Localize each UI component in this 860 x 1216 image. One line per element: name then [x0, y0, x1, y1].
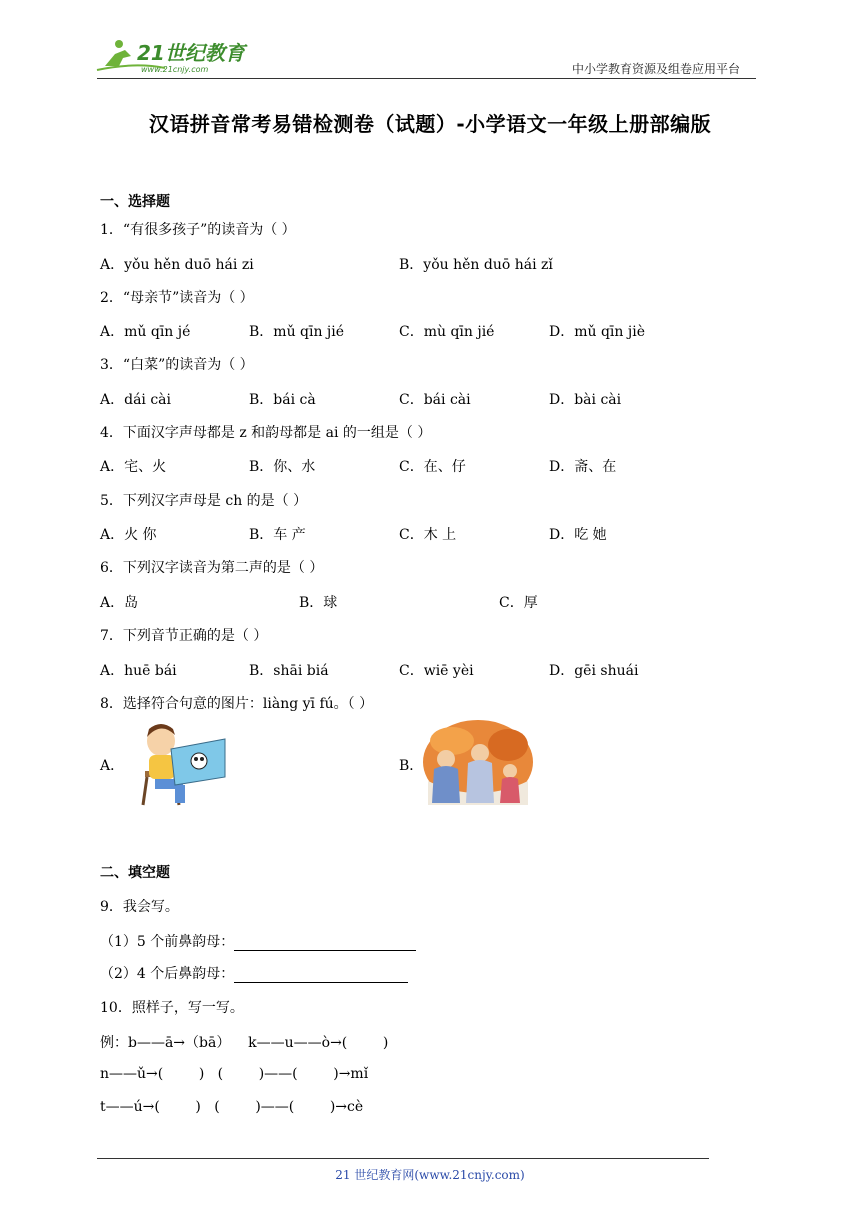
option-a[interactable]: A．宅、火	[100, 459, 167, 475]
header-tagline: 中小学教育资源及组卷应用平台	[572, 62, 741, 76]
fill-item-back-nasal	[100, 963, 408, 983]
question-stem: 9．我会写。	[100, 899, 179, 915]
option-b[interactable]: B．shāi biá	[249, 663, 329, 679]
runner-icon	[105, 50, 131, 66]
option-b[interactable]: B．车 产	[249, 527, 306, 543]
option-d[interactable]: D．bài cài	[549, 392, 622, 408]
option-d[interactable]: D．吃 她	[549, 527, 607, 543]
option-d[interactable]: D．mǔ qīn jiè	[549, 324, 645, 340]
site-logo	[95, 36, 265, 76]
option-a[interactable]: A．岛	[100, 595, 139, 611]
section-heading-choice: 一、选择题	[100, 194, 170, 210]
question-stem: 7．下列音节正确的是（ ）	[100, 628, 268, 644]
question-stem: 6．下列汉字读音为第二声的是（ ）	[100, 560, 324, 576]
option-a[interactable]: A．yǒu hěn duō hái zi	[100, 257, 254, 273]
question-stem: 4．下面汉字声母都是 z 和韵母都是 ai 的一组是（ ）	[100, 425, 432, 441]
question-stem: 1．“有很多孩子”的读音为（ ）	[100, 222, 296, 238]
option-d[interactable]: D．gēi shuái	[549, 663, 639, 679]
option-c[interactable]: C．在、仔	[399, 459, 466, 475]
option-c[interactable]: C．bái cài	[399, 392, 471, 408]
question-stem: 8．选择符合句意的图片：liàng yī fú。（ ）	[100, 696, 374, 712]
example-line: 例：b——ā→（bā） k——u——ò→( )	[100, 1035, 389, 1051]
option-b[interactable]: B．yǒu hěn duō hái zǐ	[399, 257, 553, 273]
option-c[interactable]: C．mù qīn jié	[399, 324, 495, 340]
option-a[interactable]: A．huē bái	[100, 663, 177, 679]
boy-reading-picture[interactable]	[125, 719, 229, 807]
runner-head	[115, 40, 123, 48]
option-b[interactable]: B．	[399, 758, 424, 774]
header-divider	[97, 78, 756, 79]
question-stem: 3．“白菜”的读音为（ ）	[100, 357, 254, 373]
option-b[interactable]: B．mǔ qīn jié	[249, 324, 345, 340]
footer-divider	[97, 1158, 709, 1159]
option-d[interactable]: D．斋、在	[549, 459, 617, 475]
page-title: 汉语拼音常考易错检测卷（试题）-小学语文一年级上册部编版	[148, 112, 712, 136]
option-a[interactable]: A．mǔ qīn jé	[100, 324, 191, 340]
question-stem: 10．照样子，写一写。	[100, 1000, 244, 1016]
option-a[interactable]: A．	[100, 758, 125, 774]
option-a[interactable]: A．dái cài	[100, 392, 172, 408]
fill-item-label: （2）4 个后鼻韵母：	[100, 966, 235, 982]
exercise-line[interactable]: n——ǔ→( ) ( )——( )→mǐ	[100, 1066, 369, 1082]
option-b[interactable]: B．你、水	[249, 459, 316, 475]
option-c[interactable]: C．wiē yèi	[399, 663, 474, 679]
exercise-line[interactable]: t——ú→( ) ( )——( )→cè	[100, 1099, 364, 1115]
question-stem: 5．下列汉字声母是 ch 的是（ ）	[100, 493, 308, 509]
answer-blank[interactable]	[234, 936, 416, 951]
option-b[interactable]: B．bái cà	[249, 392, 316, 408]
footer-text: 21 世纪教育网(www.21cnjy.com)	[335, 1168, 525, 1182]
answer-blank[interactable]	[234, 968, 408, 983]
option-b[interactable]: B．球	[299, 595, 338, 611]
option-c[interactable]: C．木 上	[399, 527, 457, 543]
logo-text: 21世纪教育	[137, 41, 245, 65]
logo-url: www.21cnjy.com	[141, 65, 209, 74]
option-c[interactable]: C．厚	[499, 595, 538, 611]
family-picture[interactable]	[422, 719, 534, 805]
question-stem: 2．“母亲节”读音为（ ）	[100, 290, 254, 306]
fill-item-front-nasal	[100, 931, 416, 951]
section-heading-fill: 二、填空题	[100, 865, 170, 881]
fill-item-label: （1）5 个前鼻韵母：	[100, 934, 235, 950]
option-a[interactable]: A．火 你	[100, 527, 157, 543]
